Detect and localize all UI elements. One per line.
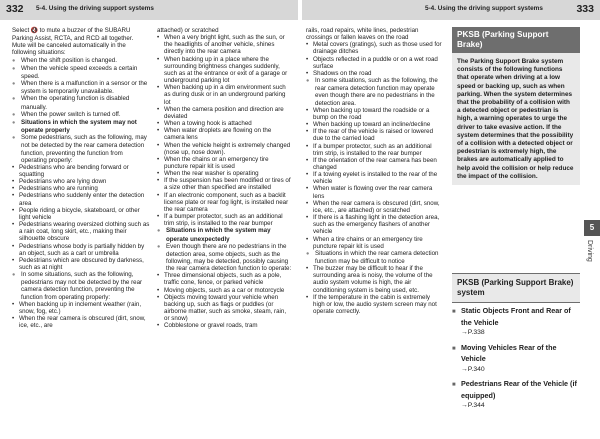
list-item: • Objects moving toward your vehicle when backing up, such as flags or puddles (or airborne matter, such as smoke, steam, rain, or snow) [157, 294, 292, 323]
pksb-title: PKSB (Parking Support Brake) [452, 27, 580, 53]
middle-column [157, 27, 292, 330]
list-item: • If the temperature in the cabin is extremely high or low, the audio system screen may not operate correctly. [306, 294, 443, 315]
list-item: ● In some situations, such as the following, pedestrians may not be detected by the rear camera detection function, preventing the function from operating properly: [12, 271, 150, 301]
list-item: • When the rear camera is obscured (dirt, snow, ice, etc., are attached) or scratched [306, 200, 443, 214]
list-item: • When backing up toward the roadside or a bump on the road [306, 107, 443, 121]
list-item: • If there is a flashing light in the detection area, such as the emergency flashers of another vehicle [306, 214, 443, 235]
chapter-label: Driving [586, 240, 593, 262]
list-item: • Pedestrians wearing oversized clothing such as a rain coat, long skirt, etc., making their silhouette obscure [12, 221, 150, 242]
list-item: • Pedestrians who are lying down [12, 178, 150, 185]
section-heading: ● Situations in which the system may not operate properly [12, 119, 150, 134]
left-header-title: 5-4. Using the driving support systems [36, 5, 154, 12]
function-list-item: ■ Pedestrians Rear of the Vehicle (if equipped) [452, 379, 580, 401]
left-column [12, 27, 150, 329]
list-item: • When the rear washer is operating [157, 170, 292, 177]
list-item: • Three dimensional objects, such as a pole, traffic cone, fence, or parked vehicle [157, 272, 292, 286]
page-reference-link[interactable]: →P.340 [461, 365, 485, 373]
list-item: ● When the power switch is turned off. [12, 111, 150, 119]
pksb-system-box [452, 273, 580, 303]
page-reference-link[interactable]: →P.338 [461, 329, 485, 336]
list-item: • The buzzer may be difficult to hear if the surrounding area is noisy, the volume of the audio system volume is high, the air conditioning system is being used, etc. [306, 265, 443, 294]
list-item: • If a bumper protector, such as an additional trim strip, is installed to the rear bumper [157, 213, 292, 227]
list-item: • When backing up in a dim environment such as during dusk or in an underground parking lot [157, 84, 292, 105]
paragraph: Select 🔇 to mute a buzzer of the SUBARU Parking Assist, RCTA, and RCD all together. [12, 27, 134, 43]
list-item: • People riding a bicycle, skateboard, or other light vehicle [12, 207, 150, 221]
right-page-header [302, 0, 600, 20]
list-item: • When the chains or an emergency tire puncture repair kit is used [157, 156, 292, 170]
list-item: • If a bumper protector, such as an additional trim strip, is installed to the rear bumper [306, 143, 443, 157]
right-page-number: 333 [576, 3, 594, 15]
list-item: • Metal covers (gratings), such as those used for drainage ditches [306, 41, 443, 55]
list-item: • If the rear of the vehicle is raised or lowered due to the carried load [306, 128, 443, 142]
paragraph: attached) or scratched [157, 27, 219, 34]
paragraph: rails, road repairs, white lines, pedestrian crossings or fallen leaves on the road [306, 27, 419, 42]
list-item: • When a tire chains or an emergency tire puncture repair kit is used [306, 236, 443, 250]
list-item: • When backing up in inclement weather (rain, snow, fog, etc.) [12, 301, 150, 315]
list-item: • When a very bright light, such as the sun, or the headlights of another vehicle, shines directly into the rear camera [157, 34, 292, 55]
list-item: • When the rear camera is obscured (dirt, snow, ice, etc., are [12, 315, 150, 329]
chapter-tab: 5 [584, 220, 600, 236]
function-list-item: ■ Static Objects Front and Rear of the Vehicle [452, 306, 580, 328]
list-item: • Pedestrians whose body is partially hidden by an object, such as a cart or umbrella [12, 243, 150, 257]
list-item: • Moving objects, such as a car or motorcycle [157, 287, 292, 294]
list-item: ● Some pedestrians, such as the following, may not be detected by the rear camera detection function, preventing the function from operating properly: [12, 134, 150, 164]
list-item: • When a towing hook is attached [157, 120, 292, 127]
list-item: • If the suspension has been modified or tires of a size other than specified are installed [157, 177, 292, 191]
pksb-system-title: PKSB (Parking Support Brake) system [452, 273, 580, 303]
list-item: ● Even though there are no pedestrians in the detection area, some objects, such as the following, may be detected, possibly causing the rear camera detection function to operate: [157, 243, 292, 273]
right-header-title: 5-4. Using the driving support systems [425, 5, 543, 12]
list-item: • Shadows on the road [306, 70, 443, 77]
list-item: ● In some situations, such as the following, the rear camera detection function may operate even though there are no pedestrians in the detection area. [306, 77, 443, 107]
list-item: • Pedestrians who are running [12, 185, 150, 192]
list-item: • Cobblestone or gravel roads, tram [157, 322, 292, 329]
list-item: • Pedestrians who are bending forward or squatting [12, 164, 150, 178]
list-item: • When water is flowing over the rear camera lens [306, 185, 443, 199]
list-item: • When the vehicle height is extremely changed (nose up, nose down). [157, 142, 292, 156]
list-item: ● When the vehicle speed exceeds a certain speed. [12, 65, 150, 80]
list-item: ● When the shift position is changed. [12, 57, 150, 65]
list-item: • When backing up toward an incline/decline [306, 121, 443, 128]
pksb-intro-box [452, 27, 580, 185]
list-item: • If an electronic component, such as a backlit license plate or rear fog light, is installed near the rear camera [157, 192, 292, 213]
section-heading: ● Situations in which the system may operate unexpectedly [157, 227, 292, 242]
list-item: • Pedestrians who suddenly enter the detection area [12, 192, 150, 206]
right-column [306, 27, 443, 315]
list-item: • If a towing eyelet is installed to the rear of the vehicle [306, 171, 443, 185]
pksb-description: The Parking Support Brake system consists of the following functions that operate when driving at a low speed or backing up, such as when parking. When the system determines that the probability of a collision with a detected object or pedestrian is high, a warning operates to urge the driver to take evasive action. If the system determines that the possibility of a collision with a detected object or pedestrian is extremely high, the brakes are automatically applied to help avoid the collision or help reduce the impact of the collision. [452, 53, 580, 185]
list-item: • Pedestrians which are obscured by darkness, such as at night [12, 257, 150, 271]
list-item: ● When there is a malfunction in a sensor or the system is temporarily unavailable. [12, 80, 150, 95]
paragraph: Mute will be canceled automatically in the following situations: [12, 42, 126, 57]
list-item: • When water droplets are flowing on the camera lens [157, 127, 292, 141]
list-item: ● Situations in which the rear camera detection function may be difficult to notice [306, 250, 443, 265]
list-item: • When the camera position and direction are deviated [157, 106, 292, 120]
list-item: • When backing up in a place where the surrounding brightness changes suddenly, such as at the entrance or exit of a garage or underground parking lot [157, 56, 292, 85]
left-page-number: 332 [6, 3, 24, 15]
page-reference-link[interactable]: →P.344 [461, 402, 485, 409]
list-item: ● When the operating function is disabled manually. [12, 95, 150, 110]
left-page-header [0, 0, 298, 20]
list-item: • If the orientation of the rear camera has been changed [306, 157, 443, 171]
function-list-item: ■ Moving Vehicles Rear of the Vehicle [452, 343, 580, 365]
list-item: • Objects reflected in a puddle or on a wet road surface [306, 56, 443, 70]
pksb-function-list [452, 306, 580, 416]
speaker-mute-icon: 🔇 [30, 28, 39, 34]
